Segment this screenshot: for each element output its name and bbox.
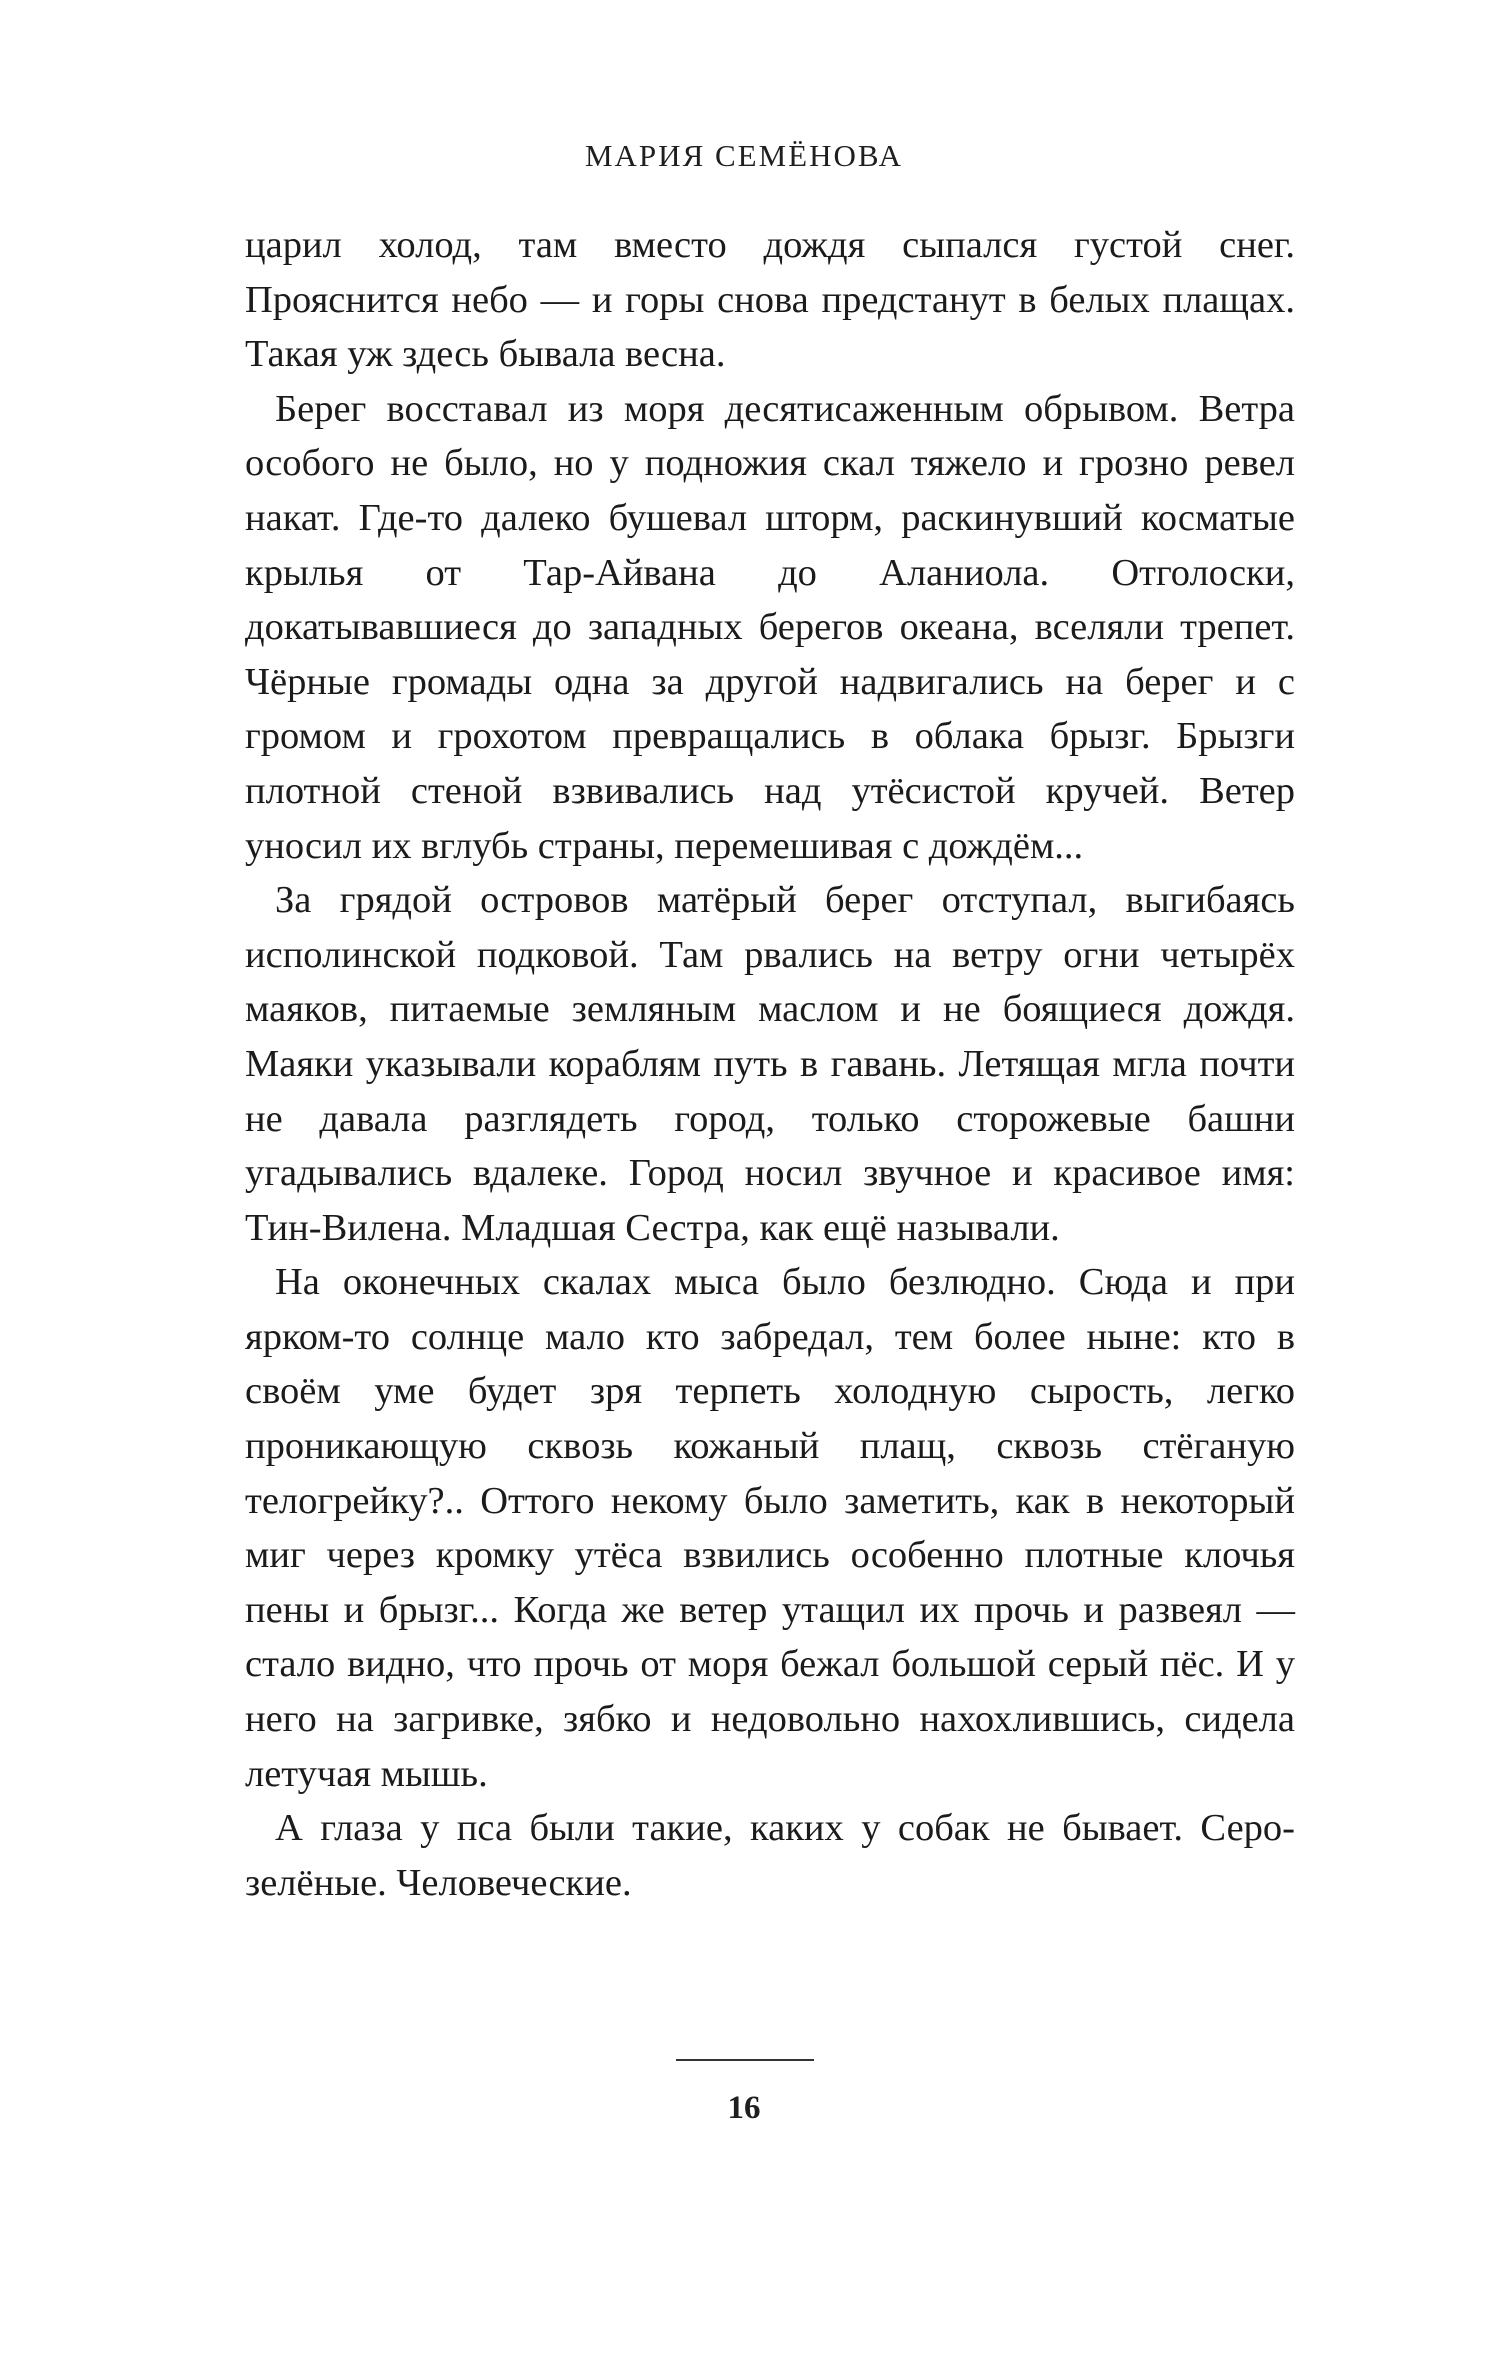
running-head: МАРИЯ СЕМЁНОВА [584, 138, 903, 173]
paragraph-3: За грядой островов матёрый берег отступал, выгибаясь исполинской подковой. Там рвались на ветру огни четырёх маяков, питаемые земляным маслом и не боящиеся дождя. Маяки указывали кораблям путь в гавань. Летящая мгла почти не давала разглядеть город, только сторожевые башни угадывались вдалеке. Город носил звучное и красивое имя: Тин-Вилена. Младшая Сестра, как ещё называли. [245, 879, 1295, 1249]
body-text [245, 218, 1295, 1910]
paragraph-4: На оконечных скалах мыса было безлюдно. Сюда и при ярком-то солнце мало кто забредал, тем более ныне: кто в своём уме будет зря терпеть холодную сырость, легко проникающую сквозь кожаный плащ, сквозь стёганую телогрейку?.. Оттого некому было заметить, как в некоторый миг через кромку утёса взвились особенно плотные клочья пены и брызг... Когда же ветер утащил их прочь и развеял — стало видно, что прочь от моря бежал большой серый пёс. И у него на загривке, зябко и недовольно нахохлившись, сидела летучая мышь. [245, 1261, 1295, 1795]
page-number: 16 [727, 2090, 761, 2126]
paragraph-2: Берег восставал из моря десятисаженным обрывом. Ветра особого не было, но у подножия скал тяжело и грозно ревел накат. Где-то далеко бушевал шторм, раскинувший косматые крылья от Тар-Айвана до Аланиола. Отголоски, докатывавшиеся до западных берегов океана, вселяли трепет. Чёрные громады одна за другой надвигались на берег и с громом и грохотом превращались в облака брызг. Брызги плотной стеной взвивались над утёсистой кручей. Ветер уносил их вглубь страны, перемешивая с дождём... [245, 387, 1295, 867]
paragraph-1: царил холод, там вместо дождя сыпался густой снег. Прояснится небо — и горы снова предстанут в белых плащах. Такая уж здесь бывала весна. [245, 224, 1295, 376]
paragraph-5: А глаза у пса были такие, каких у собак не бывает. Серо-зелёные. Человеческие. [245, 1807, 1295, 1904]
footer-divider [676, 2059, 814, 2061]
